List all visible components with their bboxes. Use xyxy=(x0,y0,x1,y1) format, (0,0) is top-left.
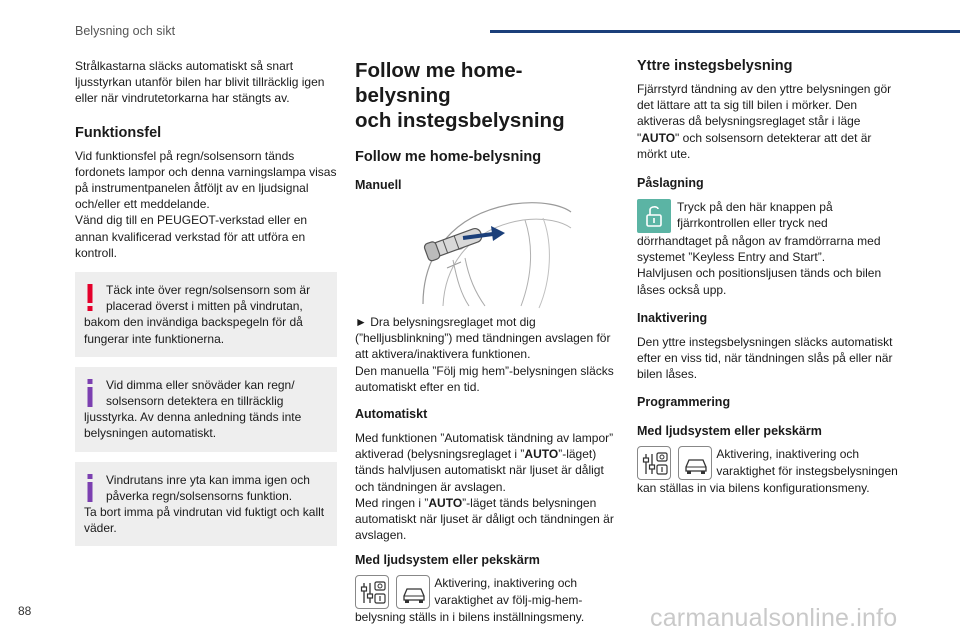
info1-line1: Vid dimma eller snöväder kan regn/ xyxy=(106,377,295,392)
auto-mode-label-3: AUTO xyxy=(641,130,676,145)
info1-rest: ljusstyrka. Av denna anledning tänds inte belysningen automatiskt. xyxy=(84,410,302,441)
auto-text-1c: ”-läget) tänds halvljusen automatiskt när ljuset är dåligt och tändningen är avslagen. xyxy=(355,447,604,494)
media-settings-block-right xyxy=(637,446,899,496)
column-left xyxy=(75,58,337,546)
warning-line1: Täck inte över regn/solsensorn som är xyxy=(106,283,311,298)
media-right-line1: Aktivering, inaktivering och xyxy=(716,447,860,462)
fault-text-2: Vänd dig till en PEUGEOT-verkstad eller en annan kvalificerad verkstad för att utföra en kontroll. xyxy=(75,213,308,260)
puddle-intro-a: Fjärrstyrd tändning av den yttre belysningen gör det lättare att ta sig till bilen i mörker. Den aktiveras då belysningsreglaget står i läge " xyxy=(637,82,892,145)
lighting-stalk-illustration xyxy=(413,194,573,312)
car-icon xyxy=(678,446,712,480)
intro-paragraph: Strålkastarna släcks automatiskt så snart ljusstyrkan utanför bilen har blivit tillräcklig igen eller när vindrutetorkarna har stängts av. xyxy=(75,59,325,106)
page-title-line2: och instegsbelysning xyxy=(355,109,565,132)
switch-on-line2: fjärrkontrollen eller tryck ned xyxy=(677,216,828,231)
info-box-mist xyxy=(75,462,337,547)
auto-text-1a: Med funktionen ”Automatisk tändning av lampor” aktiverad (belysningsreglaget i ” xyxy=(355,431,614,462)
warning-line2: placerad överst i mitten på vindrutan, xyxy=(106,299,303,314)
switch-on-rest-1: dörrhandtaget på någon av framdörrarna med systemet ”Keyless Entry and Start”. xyxy=(637,234,881,265)
info1-line2: solsensorn detektera en tillräcklig xyxy=(106,394,284,409)
watermark: carmanualsonline.info xyxy=(650,604,898,632)
manual-text xyxy=(355,314,617,395)
deactivation-text: Den yttre instegsbelysningen släcks automatiskt efter en viss tid, när tändningen slås på eller när bilen låses. xyxy=(637,334,893,382)
auto-text-2c: ”-läget tänds belysningen automatiskt när ljuset är dåligt och tändningen är avslagen. xyxy=(355,495,614,543)
vehicle-settings-icon xyxy=(355,575,389,609)
info-box-fog xyxy=(75,367,337,452)
manual-text-2: Den manuella ”Följ mig hem”-belysningen släcks automatiskt efter en tid. xyxy=(355,363,614,394)
auto-text-2a: Med ringen i ” xyxy=(355,495,429,510)
puddle-light-heading: Yttre instegsbelysning xyxy=(637,58,793,74)
media-right-line2: varaktighet för instegsbelysningen xyxy=(716,463,898,478)
exclamation-icon xyxy=(87,284,93,312)
switch-on-rest-2: Halvljusen och positionsljusen tänds och bilen låses också upp. xyxy=(637,266,882,297)
auto-mode-label: AUTO xyxy=(524,447,559,462)
info2-line1: Vindrutans inre yta kan imma igen och xyxy=(106,472,310,487)
switch-on-heading: Påslagning xyxy=(637,176,704,191)
switch-on-line1: Tryck på den här knappen på xyxy=(677,200,833,215)
info2-line2: påverka regn/solsensorns funktion. xyxy=(106,488,293,503)
follow-me-heading: Follow me home-belysning xyxy=(355,149,542,165)
info-icon xyxy=(87,379,93,407)
media-line2: varaktighet av följ-mig-hem- xyxy=(434,592,583,607)
deactivation-heading: Inaktivering xyxy=(637,310,708,325)
media-right-rest: kan ställas in via bilens konfigurationsmeny. xyxy=(637,481,870,496)
unlock-icon xyxy=(637,199,671,233)
warning-rest: bakom den invändiga backspegeln för då fungerar inte funktionerna. xyxy=(84,315,303,346)
puddle-intro xyxy=(637,81,899,162)
media-rest: belysning ställs in i bilens inställningsmeny. xyxy=(355,610,585,625)
header-accent-bar xyxy=(490,30,960,33)
media-line1: Aktivering, inaktivering och xyxy=(434,576,578,591)
media-settings-block xyxy=(355,575,617,625)
auto-mode-label-2: AUTO xyxy=(428,495,463,510)
puddle-intro-c: " och solsensorn detekterar att det är mörkt ute. xyxy=(637,130,872,161)
vehicle-settings-icon xyxy=(637,446,671,480)
car-icon xyxy=(396,575,430,609)
auto-text xyxy=(355,430,617,543)
info-icon xyxy=(87,474,93,502)
switch-on-block xyxy=(637,199,899,298)
stalk-illustration-area xyxy=(355,192,617,314)
info2-rest: Ta bort imma på vindrutan vid fuktigt och kallt väder. xyxy=(84,505,325,536)
media-heading-right: Med ljudsystem eller pekskärm xyxy=(637,424,822,439)
manual-text-1: ► Dra belysningsreglaget mot dig (”helljusblinkning”) med tändningen avslagen för att aktivera/inaktivera funktionen. xyxy=(355,315,611,362)
media-heading: Med ljudsystem eller pekskärm xyxy=(355,553,540,568)
page-title xyxy=(355,58,617,133)
page-number: 88 xyxy=(18,604,32,618)
fault-heading: Funktionsfel xyxy=(75,124,162,141)
manual-heading: Manuell xyxy=(355,178,402,192)
section-header: Belysning och sikt xyxy=(75,24,176,38)
auto-heading: Automatiskt xyxy=(355,407,428,422)
column-right xyxy=(637,58,899,497)
column-middle xyxy=(355,58,617,626)
settings-icons-right xyxy=(637,446,712,480)
page-title-line1: Follow me home-belysning xyxy=(355,59,523,107)
warning-box xyxy=(75,272,337,357)
fault-text-1: Vid funktionsfel på regn/solsensorn tänds fordonets lampor och denna varningslampa visas på instrumentpanelen åtföljt av en ljudsignal och/eller ett meddelande. xyxy=(75,148,337,212)
fault-text xyxy=(75,148,337,261)
settings-icons xyxy=(355,575,430,609)
programming-heading: Programmering xyxy=(637,395,731,410)
